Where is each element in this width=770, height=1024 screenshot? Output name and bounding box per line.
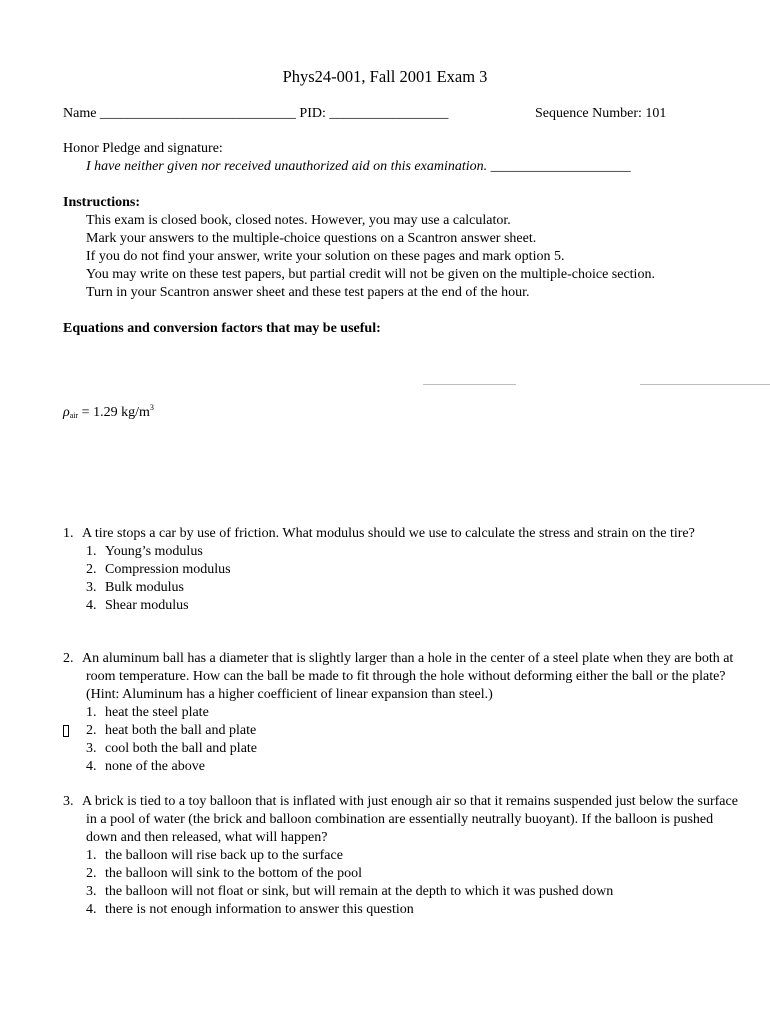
option-number: 4.: [86, 902, 97, 917]
answer-option: [86, 722, 743, 740]
question-text: [63, 650, 743, 704]
option-text: Bulk modulus: [105, 580, 184, 595]
answer-marker: [63, 725, 69, 737]
answer-option: [86, 865, 743, 883]
answer-option: [86, 704, 743, 722]
answer-option: [86, 543, 743, 561]
answer-option: [86, 561, 743, 579]
honor-pledge: [63, 140, 631, 176]
question-3: [63, 793, 743, 919]
question-number: 3.: [63, 794, 74, 809]
option-text: the balloon will sink to the bottom of the pool: [105, 866, 363, 881]
option-text: heat both the ball and plate: [105, 723, 257, 738]
option-number: 4.: [86, 759, 97, 774]
instruction-line: Mark your answers to the multiple-choice questions on a Scantron answer sheet.: [86, 231, 537, 246]
option-number: 2.: [86, 562, 97, 577]
option-text: the balloon will rise back up to the surface: [105, 848, 343, 863]
name-pid-row: [63, 105, 667, 123]
option-number: 1.: [86, 848, 97, 863]
rho-value: = 1.29 kg/m: [78, 405, 150, 420]
option-text: cool both the ball and plate: [105, 741, 258, 756]
option-text: Compression modulus: [105, 562, 231, 577]
question-stem: A brick is tied to a toy balloon that is inflated with just enough air so that it remains suspended just below the surface in a pool of water (the brick and balloon combination are essentially neutrally buoyant). If the balloon is pushed down and then released, what will happen?: [82, 794, 738, 845]
answer-option: [86, 901, 743, 919]
option-text: there is not enough information to answer this question: [105, 902, 414, 917]
honor-pledge-label: Honor Pledge and signature:: [63, 141, 223, 156]
option-number: 2.: [86, 866, 97, 881]
equations-heading: Equations and conversion factors that may be useful:: [63, 321, 381, 336]
option-text: heat the steel plate: [105, 705, 209, 720]
option-number: 3.: [86, 741, 97, 756]
page-title: Phys24-001, Fall 2001 Exam 3: [282, 67, 488, 86]
rho-symbol: ρ: [63, 405, 70, 420]
instructions: [63, 194, 655, 302]
option-number: 3.: [86, 580, 97, 595]
option-number: 1.: [86, 544, 97, 559]
equation-placeholder-rule: [640, 384, 770, 385]
option-text: none of the above: [105, 759, 205, 774]
answer-option: [86, 758, 743, 776]
answer-option: [86, 883, 743, 901]
option-number: 3.: [86, 884, 97, 899]
question-1: [63, 525, 743, 615]
option-number: 4.: [86, 598, 97, 613]
air-density-equation: [63, 399, 154, 425]
option-number: 1.: [86, 705, 97, 720]
sequence-number: Sequence Number: 101: [535, 106, 667, 121]
answer-option: [86, 740, 743, 758]
option-number: 2.: [86, 723, 97, 738]
name-pid-line: Name ____________________________ PID: _________________: [63, 106, 449, 121]
instruction-line: Turn in your Scantron answer sheet and these test papers at the end of the hour.: [86, 285, 530, 300]
question-number: 2.: [63, 651, 74, 666]
question-2: [63, 650, 743, 776]
option-text: Shear modulus: [105, 598, 189, 613]
question-stem: A tire stops a car by use of friction. What modulus should we use to calculate the stress and strain on the tire?: [82, 526, 695, 541]
rho-subscript: air: [69, 411, 79, 420]
instruction-line: This exam is closed book, closed notes. However, you may use a calculator.: [86, 213, 511, 228]
equation-placeholder-rule: [423, 384, 516, 385]
rho-exponent: 3: [149, 403, 154, 412]
answer-option: [86, 597, 743, 615]
question-text: [63, 525, 743, 543]
question-text: [63, 793, 743, 847]
question-number: 1.: [63, 526, 74, 541]
instruction-line: If you do not find your answer, write your solution on these pages and mark option 5.: [86, 249, 565, 264]
instruction-line: You may write on these test papers, but partial credit will not be given on the multiple-choice section.: [86, 267, 655, 282]
option-text: the balloon will not float or sink, but will remain at the depth to which it was pushed down: [105, 884, 614, 899]
question-stem: An aluminum ball has a diameter that is slightly larger than a hole in the center of a steel plate when they are both at room temperature. How can the ball be made to fit through the hole without deforming either the ball or the plate? (Hint: Aluminum has a higher coefficient of linear expansion than steel.): [82, 651, 734, 702]
answer-option: [86, 847, 743, 865]
option-text: Young’s modulus: [105, 544, 203, 559]
honor-pledge-statement: I have neither given nor received unauthorized aid on this examination. ____________________: [86, 159, 631, 174]
instructions-heading: Instructions:: [63, 195, 141, 210]
answer-option: [86, 579, 743, 597]
